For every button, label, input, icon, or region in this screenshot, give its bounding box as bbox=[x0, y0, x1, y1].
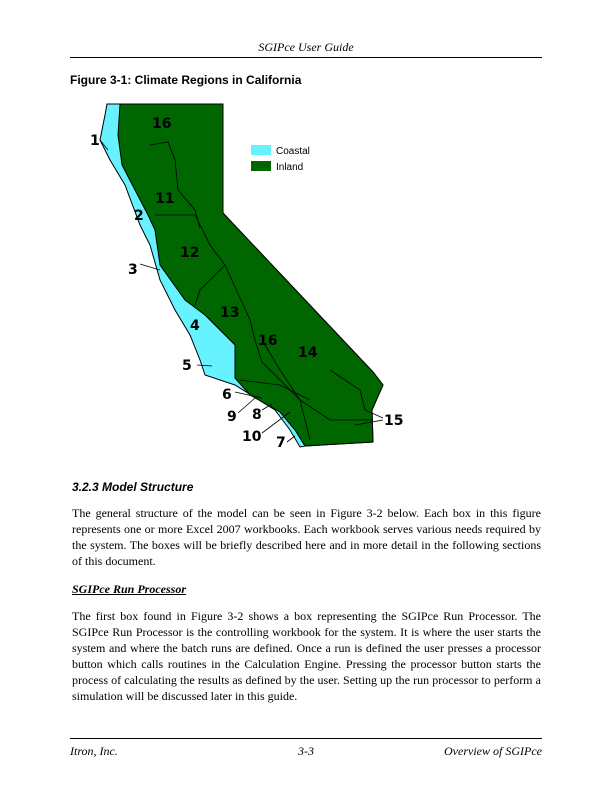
subsection-heading: SGIPce Run Processor bbox=[72, 582, 187, 596]
page-footer bbox=[70, 738, 542, 759]
section-heading: 3.2.3 Model Structure bbox=[72, 480, 194, 494]
region-label: 4 bbox=[190, 318, 200, 334]
section-paragraph: The general structure of the model can be seen in Figure 3-2 below. Each box in this figure represents one or more Excel 2007 workbooks. Each workbook serves various needs required by the system. The boxes will be briefly described here and in more detail in the following sections of this document. bbox=[72, 506, 541, 568]
region-label: 16 bbox=[152, 116, 172, 132]
map-legend bbox=[251, 145, 310, 173]
region-label: 9 bbox=[227, 409, 237, 425]
legend-swatch-inland bbox=[251, 161, 271, 171]
page-number: 3-3 bbox=[297, 744, 314, 758]
region-label: 8 bbox=[252, 407, 262, 423]
region-label: 16 bbox=[258, 333, 278, 349]
subsection-paragraph: The first box found in Figure 3-2 shows a box representing the SGIPce Run Processor. The SGIPce Run Processor is the controlling workbook for the system. It is where the user starts the system and where the batch runs are defined. Once a run is defined the user presses a processor button which calls routines in the Calculation Engine. Pressing the processor button starts the process of calculating the results as defined by the user. Setting up the run processor to perform a simulation will be discussed later in this guide. bbox=[72, 609, 541, 703]
footer-company: Itron, Inc. bbox=[70, 744, 118, 758]
legend-label-inland: Inland bbox=[276, 162, 304, 173]
region-label: 14 bbox=[298, 345, 318, 361]
region-label: 7 bbox=[276, 435, 286, 451]
region-label: 3 bbox=[128, 262, 138, 278]
legend-swatch-coastal bbox=[251, 145, 271, 155]
inland-region bbox=[118, 104, 383, 446]
legend-label-coastal: Coastal bbox=[276, 146, 310, 157]
figure-title: Figure 3-1: Climate Regions in California bbox=[70, 73, 302, 87]
region-label: 13 bbox=[220, 305, 240, 321]
region-label: 5 bbox=[182, 358, 192, 374]
footer-section: Overview of SGIPce bbox=[444, 744, 542, 758]
page-header: SGIPce User Guide bbox=[70, 40, 542, 58]
region-label: 11 bbox=[155, 191, 175, 207]
region-label: 12 bbox=[180, 245, 200, 261]
region-label: 15 bbox=[384, 413, 404, 429]
region-label: 1 bbox=[90, 133, 100, 149]
region-label: 2 bbox=[134, 208, 144, 224]
region-label: 10 bbox=[242, 429, 262, 445]
region-label: 6 bbox=[222, 387, 232, 403]
